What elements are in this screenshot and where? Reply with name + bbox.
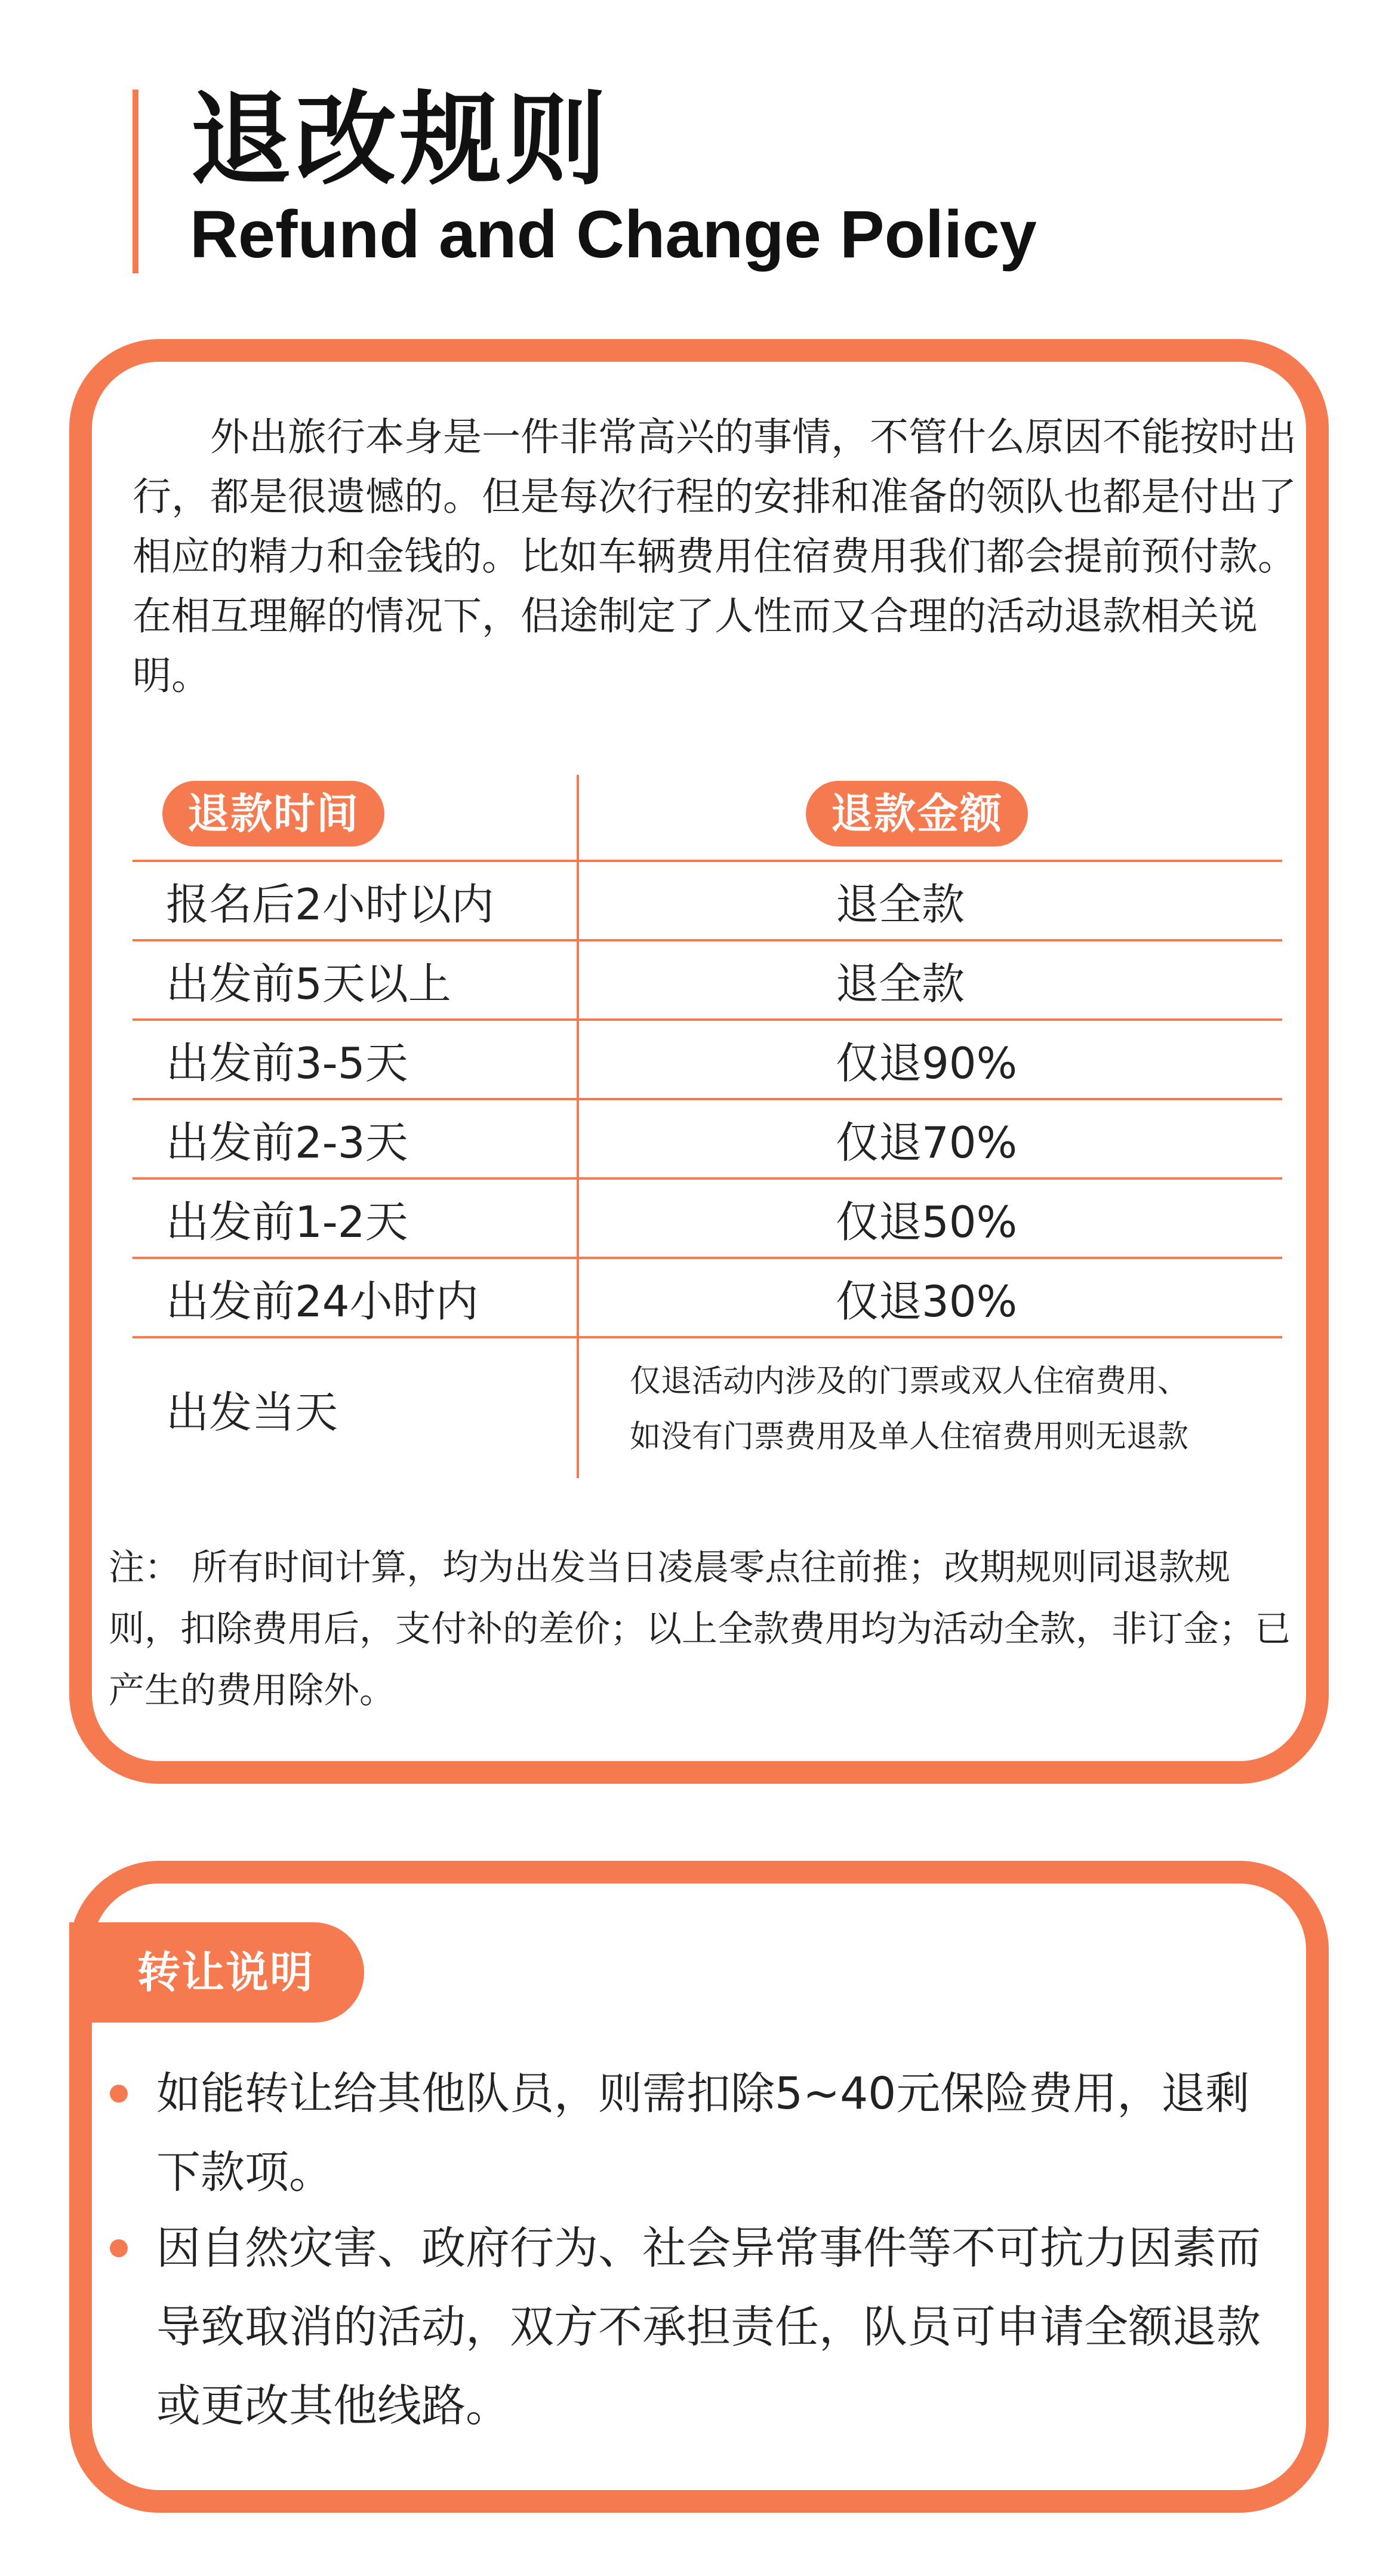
- page-title: 退改规则: [190, 81, 611, 199]
- table-row-divider: [133, 1336, 1282, 1338]
- intro-paragraph: 外出旅行本身是一件非常高兴的事情，不管什么原因不能按时出行，都是很遗憾的。但是每次行程的安排和准备的领队也都是付出了相应的精力和金钱的。比如车辆费用住宿费用我们都会提前预付款。在相互理解的情况下，侣途制定了人性而又合理的活动退款相关说明。: [133, 415, 1297, 698]
- table-row-divider: [133, 1018, 1282, 1021]
- row-time: 出发当天: [166, 1387, 338, 1438]
- row-amount-line-1: 仅退活动内涉及的门票或双人住宿费用、: [630, 1364, 1189, 1399]
- row-amount-line-2: 如没有门票费用及单人住宿费用则无退款: [630, 1419, 1189, 1455]
- row-amount: 仅退50%: [836, 1197, 1018, 1247]
- bullet-icon: [110, 2085, 128, 2103]
- header-refund-amount: 退款金额: [806, 781, 1028, 847]
- row-amount: 仅退90%: [836, 1038, 1018, 1088]
- refund-note: 注： 所有时间计算，均为出发当日凌晨零点往前推；改期规则同退款规则，扣除费用后，支付补的差价；以上全款费用均为活动全款，非订金；已产生的费用除外。: [109, 1547, 1291, 1712]
- row-amount: 仅退70%: [836, 1118, 1018, 1168]
- title-accent-bar: [133, 90, 138, 273]
- table-row-divider: [133, 1098, 1282, 1100]
- table-row-divider: [133, 1177, 1282, 1180]
- transfer-item: 如能转让给其他队员，则需扣除5~40元保险费用，退剩下款项。: [156, 2068, 1250, 2198]
- transfer-title: 转让说明: [137, 1947, 315, 1998]
- table-row-divider: [133, 1257, 1282, 1259]
- row-amount: 退全款: [836, 879, 965, 930]
- row-amount: 退全款: [836, 959, 965, 1009]
- table-row-divider: [133, 860, 1282, 862]
- bullet-icon: [110, 2239, 128, 2257]
- page-subtitle: Refund and Change Policy: [190, 197, 1037, 272]
- header-refund-time: 退款时间: [162, 781, 384, 847]
- row-time: 报名后2小时以内: [166, 879, 494, 930]
- row-time: 出发前24小时内: [166, 1276, 479, 1327]
- row-time: 出发前1-2天: [166, 1197, 408, 1247]
- transfer-item: 因自然灾害、政府行为、社会异常事件等不可抗力因素而导致取消的活动，双方不承担责任，队员可申请全额退款或更改其他线路。: [156, 2223, 1261, 2432]
- table-column-divider: [577, 775, 579, 1478]
- row-amount: 仅退30%: [836, 1276, 1018, 1327]
- row-time: 出发前2-3天: [166, 1118, 408, 1168]
- row-time: 出发前5天以上: [166, 959, 451, 1009]
- table-row-divider: [133, 939, 1282, 941]
- row-time: 出发前3-5天: [166, 1038, 408, 1088]
